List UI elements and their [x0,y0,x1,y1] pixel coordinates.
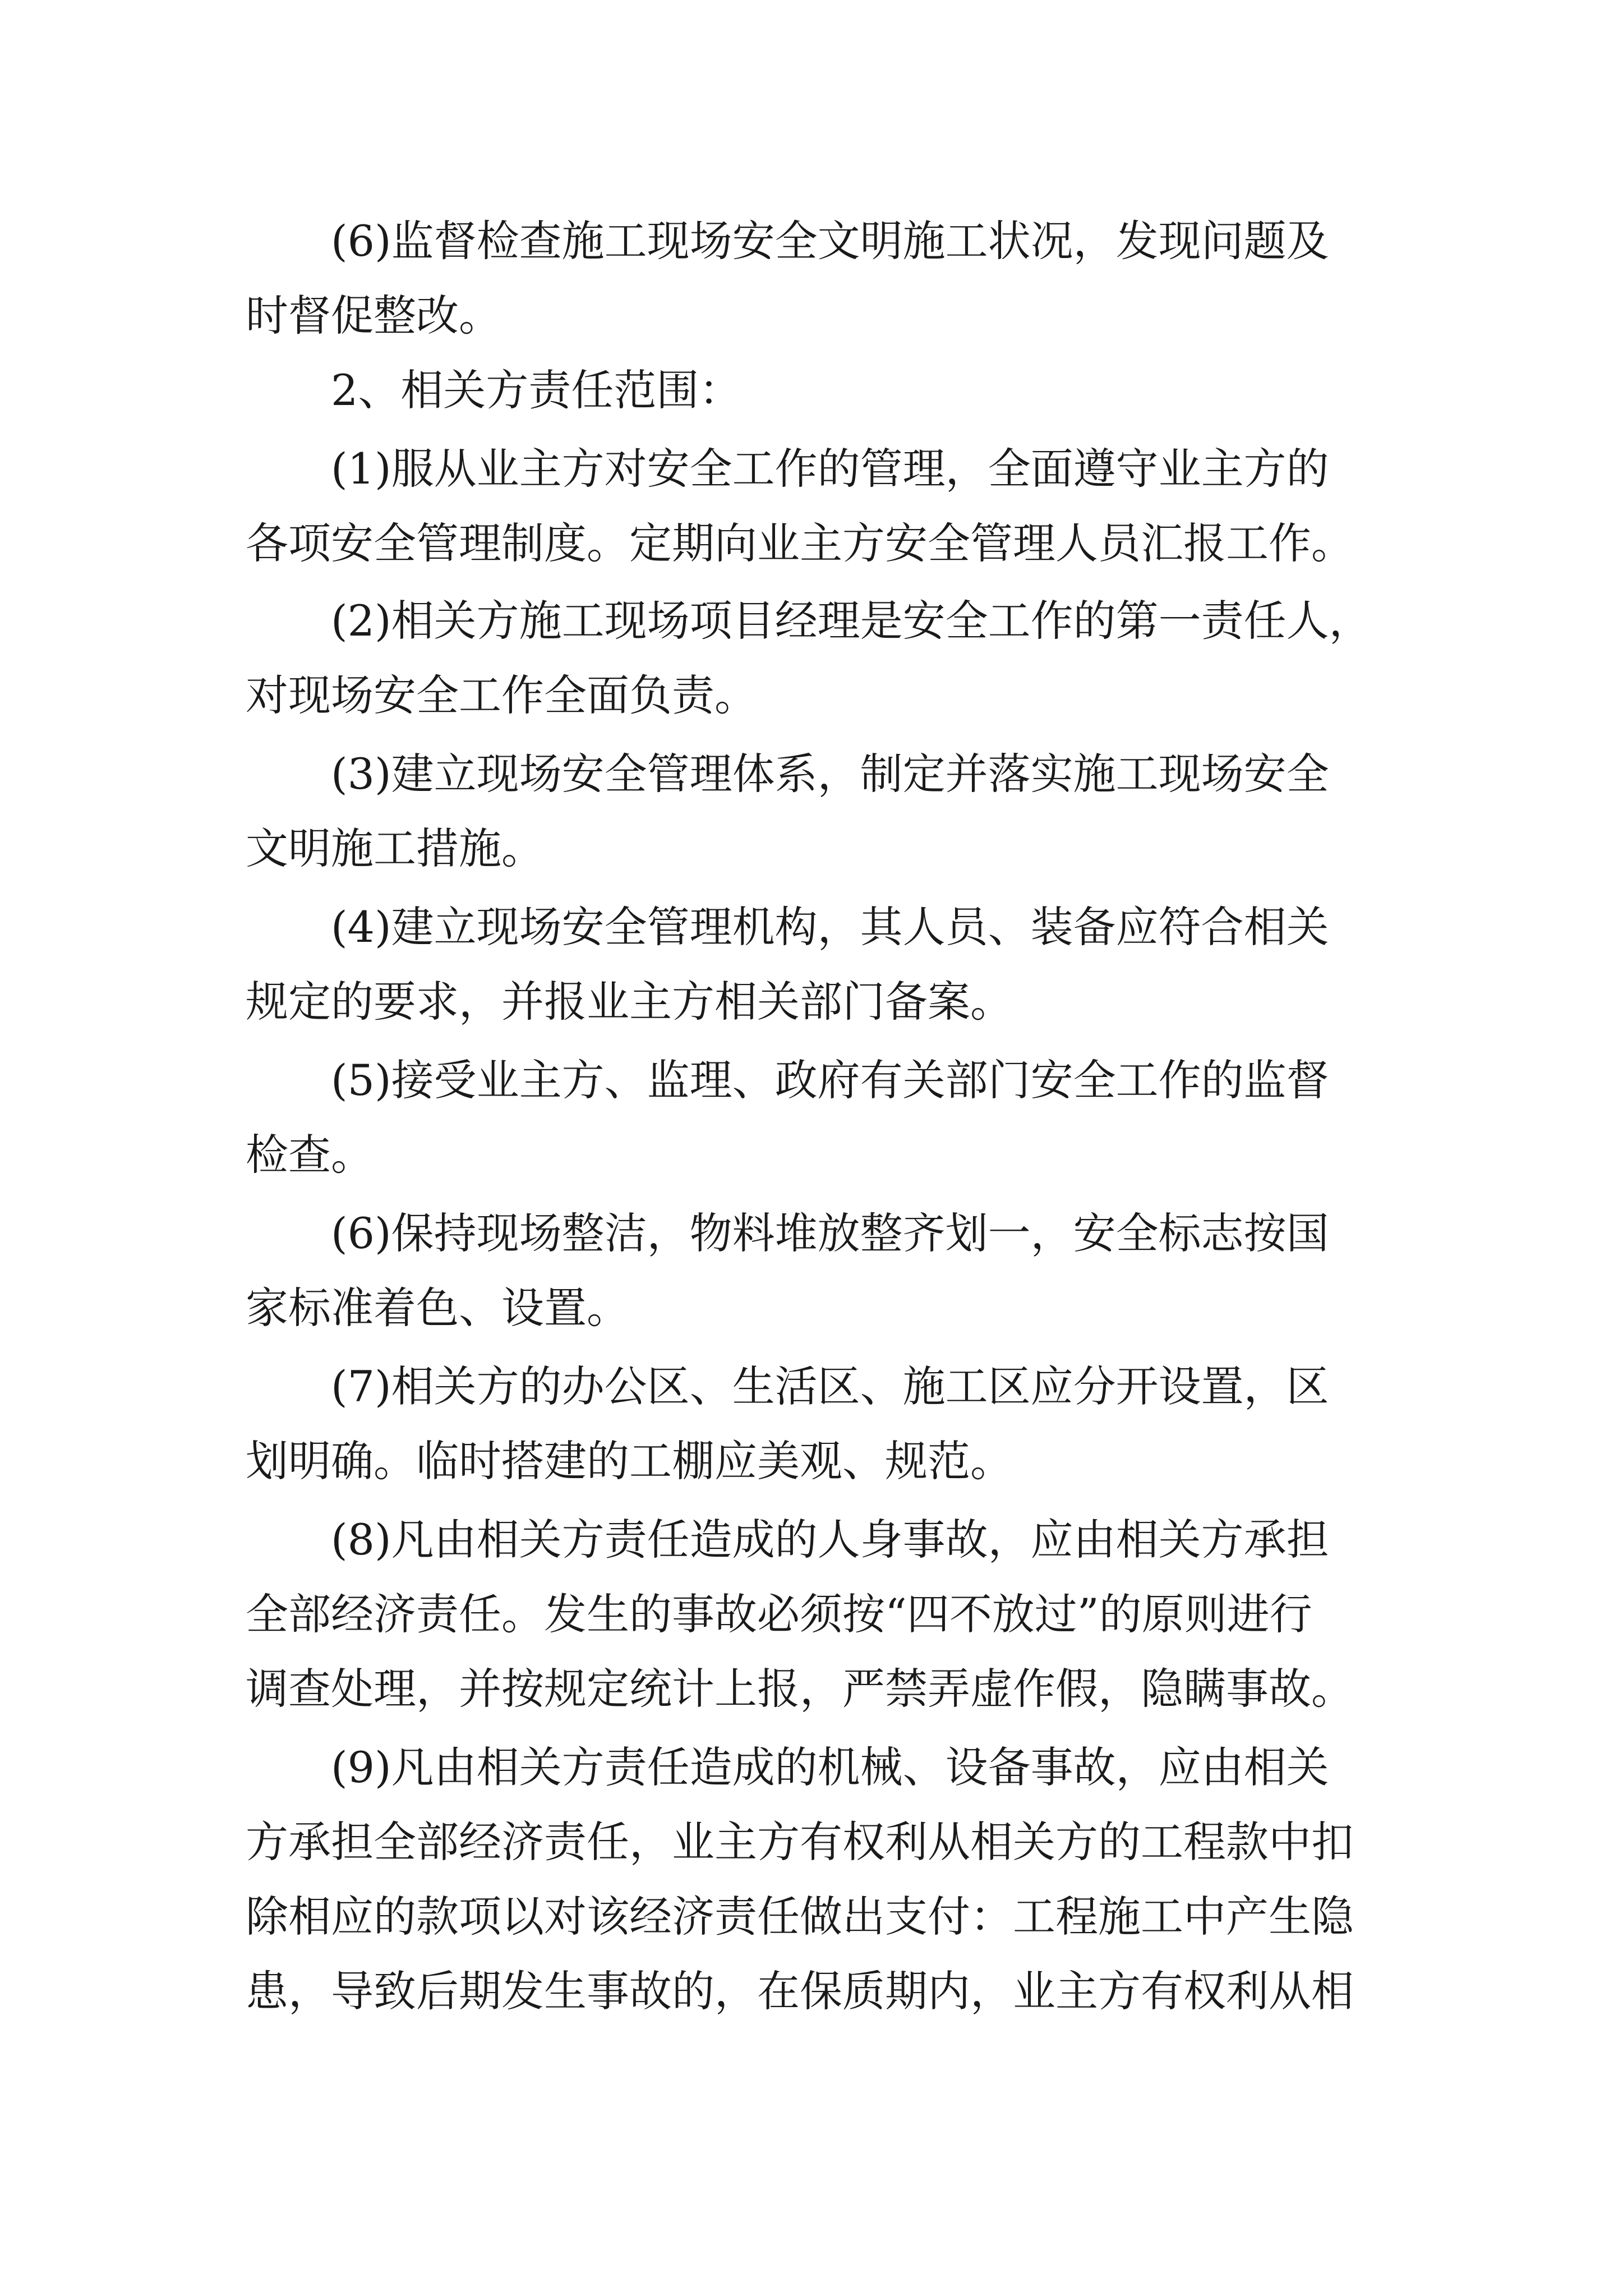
text-line: 对现场安全工作全面负责。 [246,670,757,720]
text-line: 家标准着色、设置。 [246,1283,629,1333]
text-line: 检查。 [246,1130,374,1180]
text-line: (1)服从业主方对安全工作的管理，全面遵守业主方的 [331,444,1329,494]
text-line: (8)凡由相关方责任造成的人身事故，应由相关方承担 [331,1515,1329,1565]
text-line: (3)建立现场安全管理体系，制定并落实施工现场安全 [331,749,1329,799]
text-line: (4)建立现场安全管理机构，其人员、装备应符合相关 [331,902,1329,952]
text-line: (6)保持现场整洁，物料堆放整齐划一，安全标志按国 [331,1208,1329,1258]
text-line: (7)相关方的办公区、生活区、施工区应分开设置，区 [331,1361,1329,1411]
text-line: 时督促整改。 [246,291,501,341]
text-line: (6)监督检查施工现场安全文明施工状况，发现问题及 [331,216,1329,266]
text-line: 患，导致后期发生事故的，在保质期内，业主方有权利从相 [246,1966,1354,2016]
text-line: 调查处理，并按规定统计上报，严禁弄虚作假，隐瞒事故。 [246,1664,1354,1714]
section-heading: 2、相关方责任范围： [331,365,742,415]
text-line: (2)相关方施工现场项目经理是安全工作的第一责任人， [331,596,1372,646]
text-line: (9)凡由相关方责任造成的机械、设备事故，应由相关 [331,1742,1329,1792]
text-line: 各项安全管理制度。定期向业主方安全管理人员汇报工作。 [246,518,1354,568]
text-line: 除相应的款项以对该经济责任做出支付：工程施工中产生隐 [246,1892,1354,1941]
text-line: 全部经济责任。发生的事故必须按“四不放过”的原则进行 [246,1589,1312,1639]
text-line: 规定的要求，并报业主方相关部门备案。 [246,977,1013,1027]
text-line: (5)接受业主方、监理、政府有关部门安全工作的监督 [331,1055,1329,1105]
text-line: 划明确。临时搭建的工棚应美观、规范。 [246,1436,1013,1486]
text-line: 文明施工措施。 [246,823,544,873]
text-line: 方承担全部经济责任，业主方有权利从相关方的工程款中扣 [246,1817,1354,1867]
